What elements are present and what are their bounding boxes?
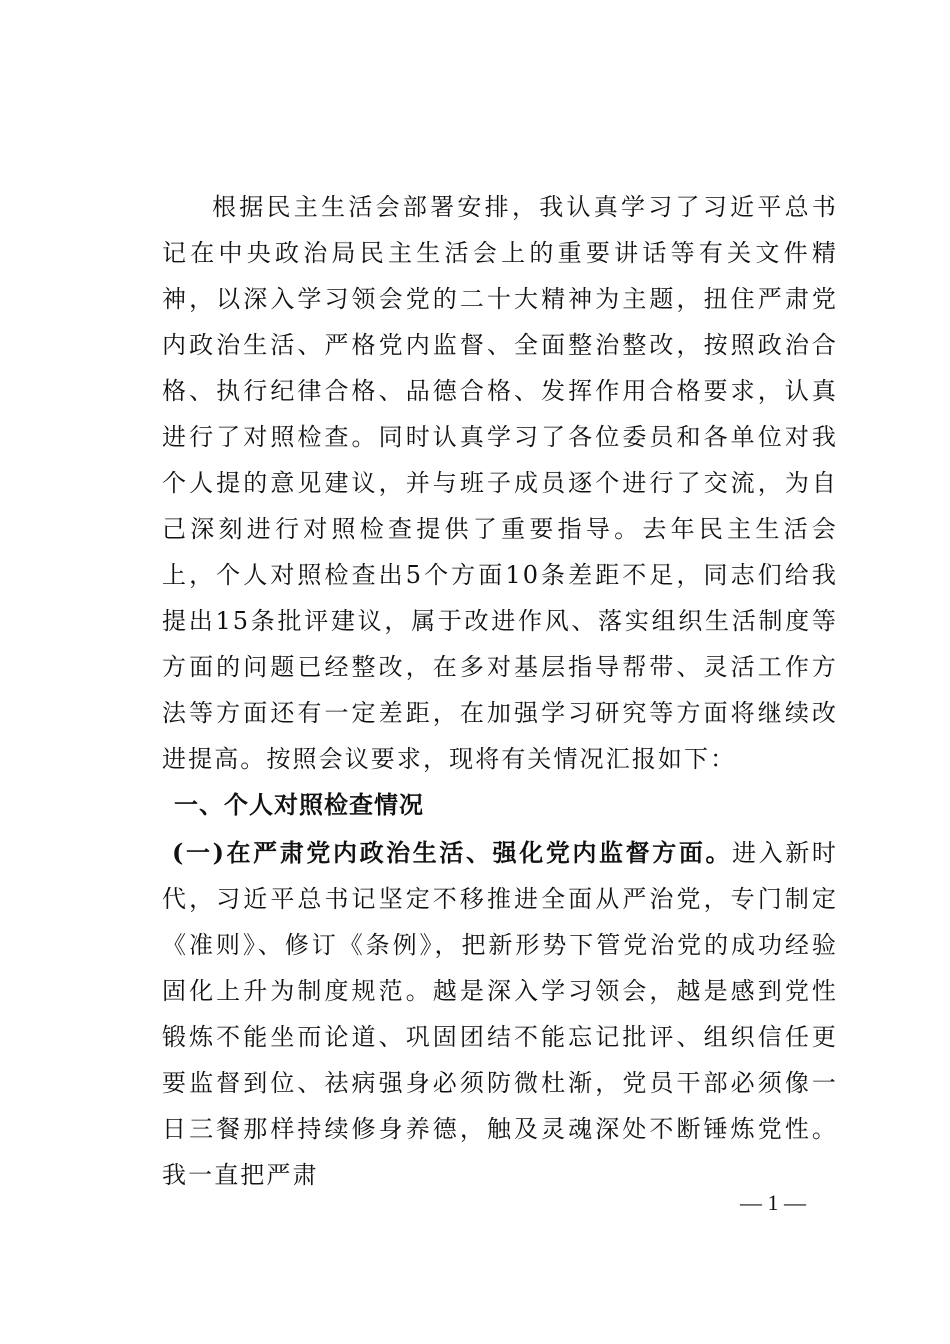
body-paragraph-1: 根据民主生活会部署安排，我认真学习了习近平总书记在中央政治局民主生活会上的重要讲话等有关文件精神，以深入学习领会党的二十大精神为主题，扭住严肃党内政治生活、严格党内监督、全面整治整改，按照政治合格、执行纪律合格、品德合格、发挥作用合格要求，认真进行了对照检查。同时认真学习了各位委员和各单位对我个人提的意见建议，并与班子成员逐个进行了交流，为自己深刻进行对照检查提供了重要指导。去年民主生活会上，个人对照检查出5个方面10条差距不足，同志们给我提出15条批评建议，属于改进作风、落实组织生活制度等方面的问题已经整改，在多对基层指导帮带、灵活工作方法等方面还有一定差距，在加强学习研究等方面将继续改进提高。按照会议要求，现将有关情况汇报如下： bbox=[162, 193, 838, 773]
subsection-body: 进入新时代，习近平总书记坚定不移推进全面从严治党，专门制定《准则》、修订《条例》，把新形势下管党治党的成功经验固化上升为制度规范。越是深入学习领会，越是感到党性锻炼不能坐而论道、巩固团结不能忘记批评、组织信任更要监督到位、祛病强身必须防微杜渐，党员干部必须像一日三餐那样持续修身养德，触及灵魂深处不断锤炼党性。我一直把严肃 bbox=[162, 839, 838, 1189]
section-heading-1: 一、个人对照检查情况 bbox=[174, 791, 424, 819]
subsection-lead: (一)在严肃党内政治生活、强化党内监督方面。 bbox=[172, 838, 733, 867]
body-paragraph-2 bbox=[162, 830, 838, 1198]
page-number: — 1 — bbox=[740, 1190, 806, 1215]
